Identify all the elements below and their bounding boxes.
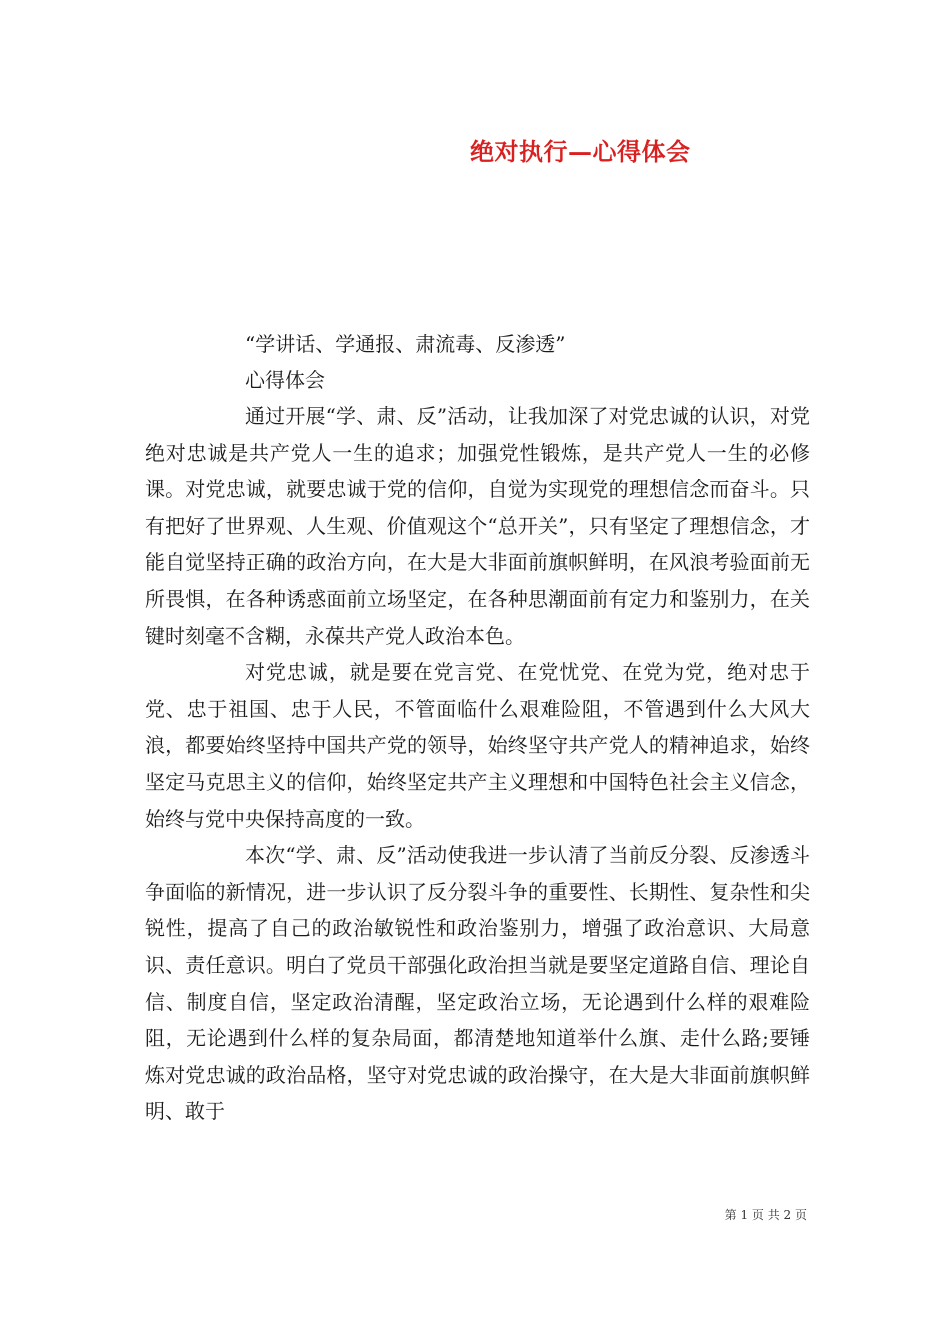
document-subtitle-2: 心得体会 xyxy=(245,368,325,392)
document-body xyxy=(145,398,810,1130)
page-number-footer: 第 1 页 共 2 页 xyxy=(724,1208,807,1222)
paragraph: 本次“学、肃、反”活动使我进一步认清了当前反分裂、反渗透斗争面临的新情况，进一步认识了反分裂斗争的重要性、长期性、复杂性和尖锐性，提高了自己的政治敏锐性和政治鉴别力，增强了政治意识、大局意识、责任意识。明白了党员干部强化政治担当就是要坚定道路自信、理论自信、制度自信，坚定政治清醒，坚定政治立场，无论遇到什么样的艰难险阻，无论遇到什么样的复杂局面，都清楚地知道举什么旗、走什么路;要锤炼对党忠诚的政治品格，坚守对党忠诚的政治操守，在大是大非面前旗帜鲜明、敢于 xyxy=(145,843,810,1124)
paragraph: 对党忠诚，就是要在党言党、在党忧党、在党为党，绝对忠于党、忠于祖国、忠于人民，不管面临什么艰难险阻，不管遇到什么大风大浪，都要始终坚持中国共产党的领导，始终坚守共产党人的精神追求，始终坚定马克思主义的信仰，始终坚定共产主义理想和中国特色社会主义信念，始终与党中央保持高度的一致。 xyxy=(145,660,810,831)
paragraph: 通过开展“学、肃、反”活动，让我加深了对党忠诚的认识，对党绝对忠诚是共产党人一生的追求；加强党性锻炼，是共产党人一生的必修课。对党忠诚，就要忠诚于党的信仰，自觉为实现党的理想信念而奋斗。只有把好了世界观、人生观、价值观这个“总开关”，只有坚定了理想信念，才能自觉坚持正确的政治方向，在大是大非面前旗帜鲜明，在风浪考验面前无所畏惧，在各种诱惑面前立场坚定，在各种思潮面前有定力和鉴别力，在关键时刻毫不含糊，永葆共产党人政治本色。 xyxy=(145,404,810,648)
document-subtitle: “学讲话、学通报、肃流毒、反渗透” xyxy=(245,332,566,356)
document-title: 绝对执行—心得体会 xyxy=(470,137,691,166)
